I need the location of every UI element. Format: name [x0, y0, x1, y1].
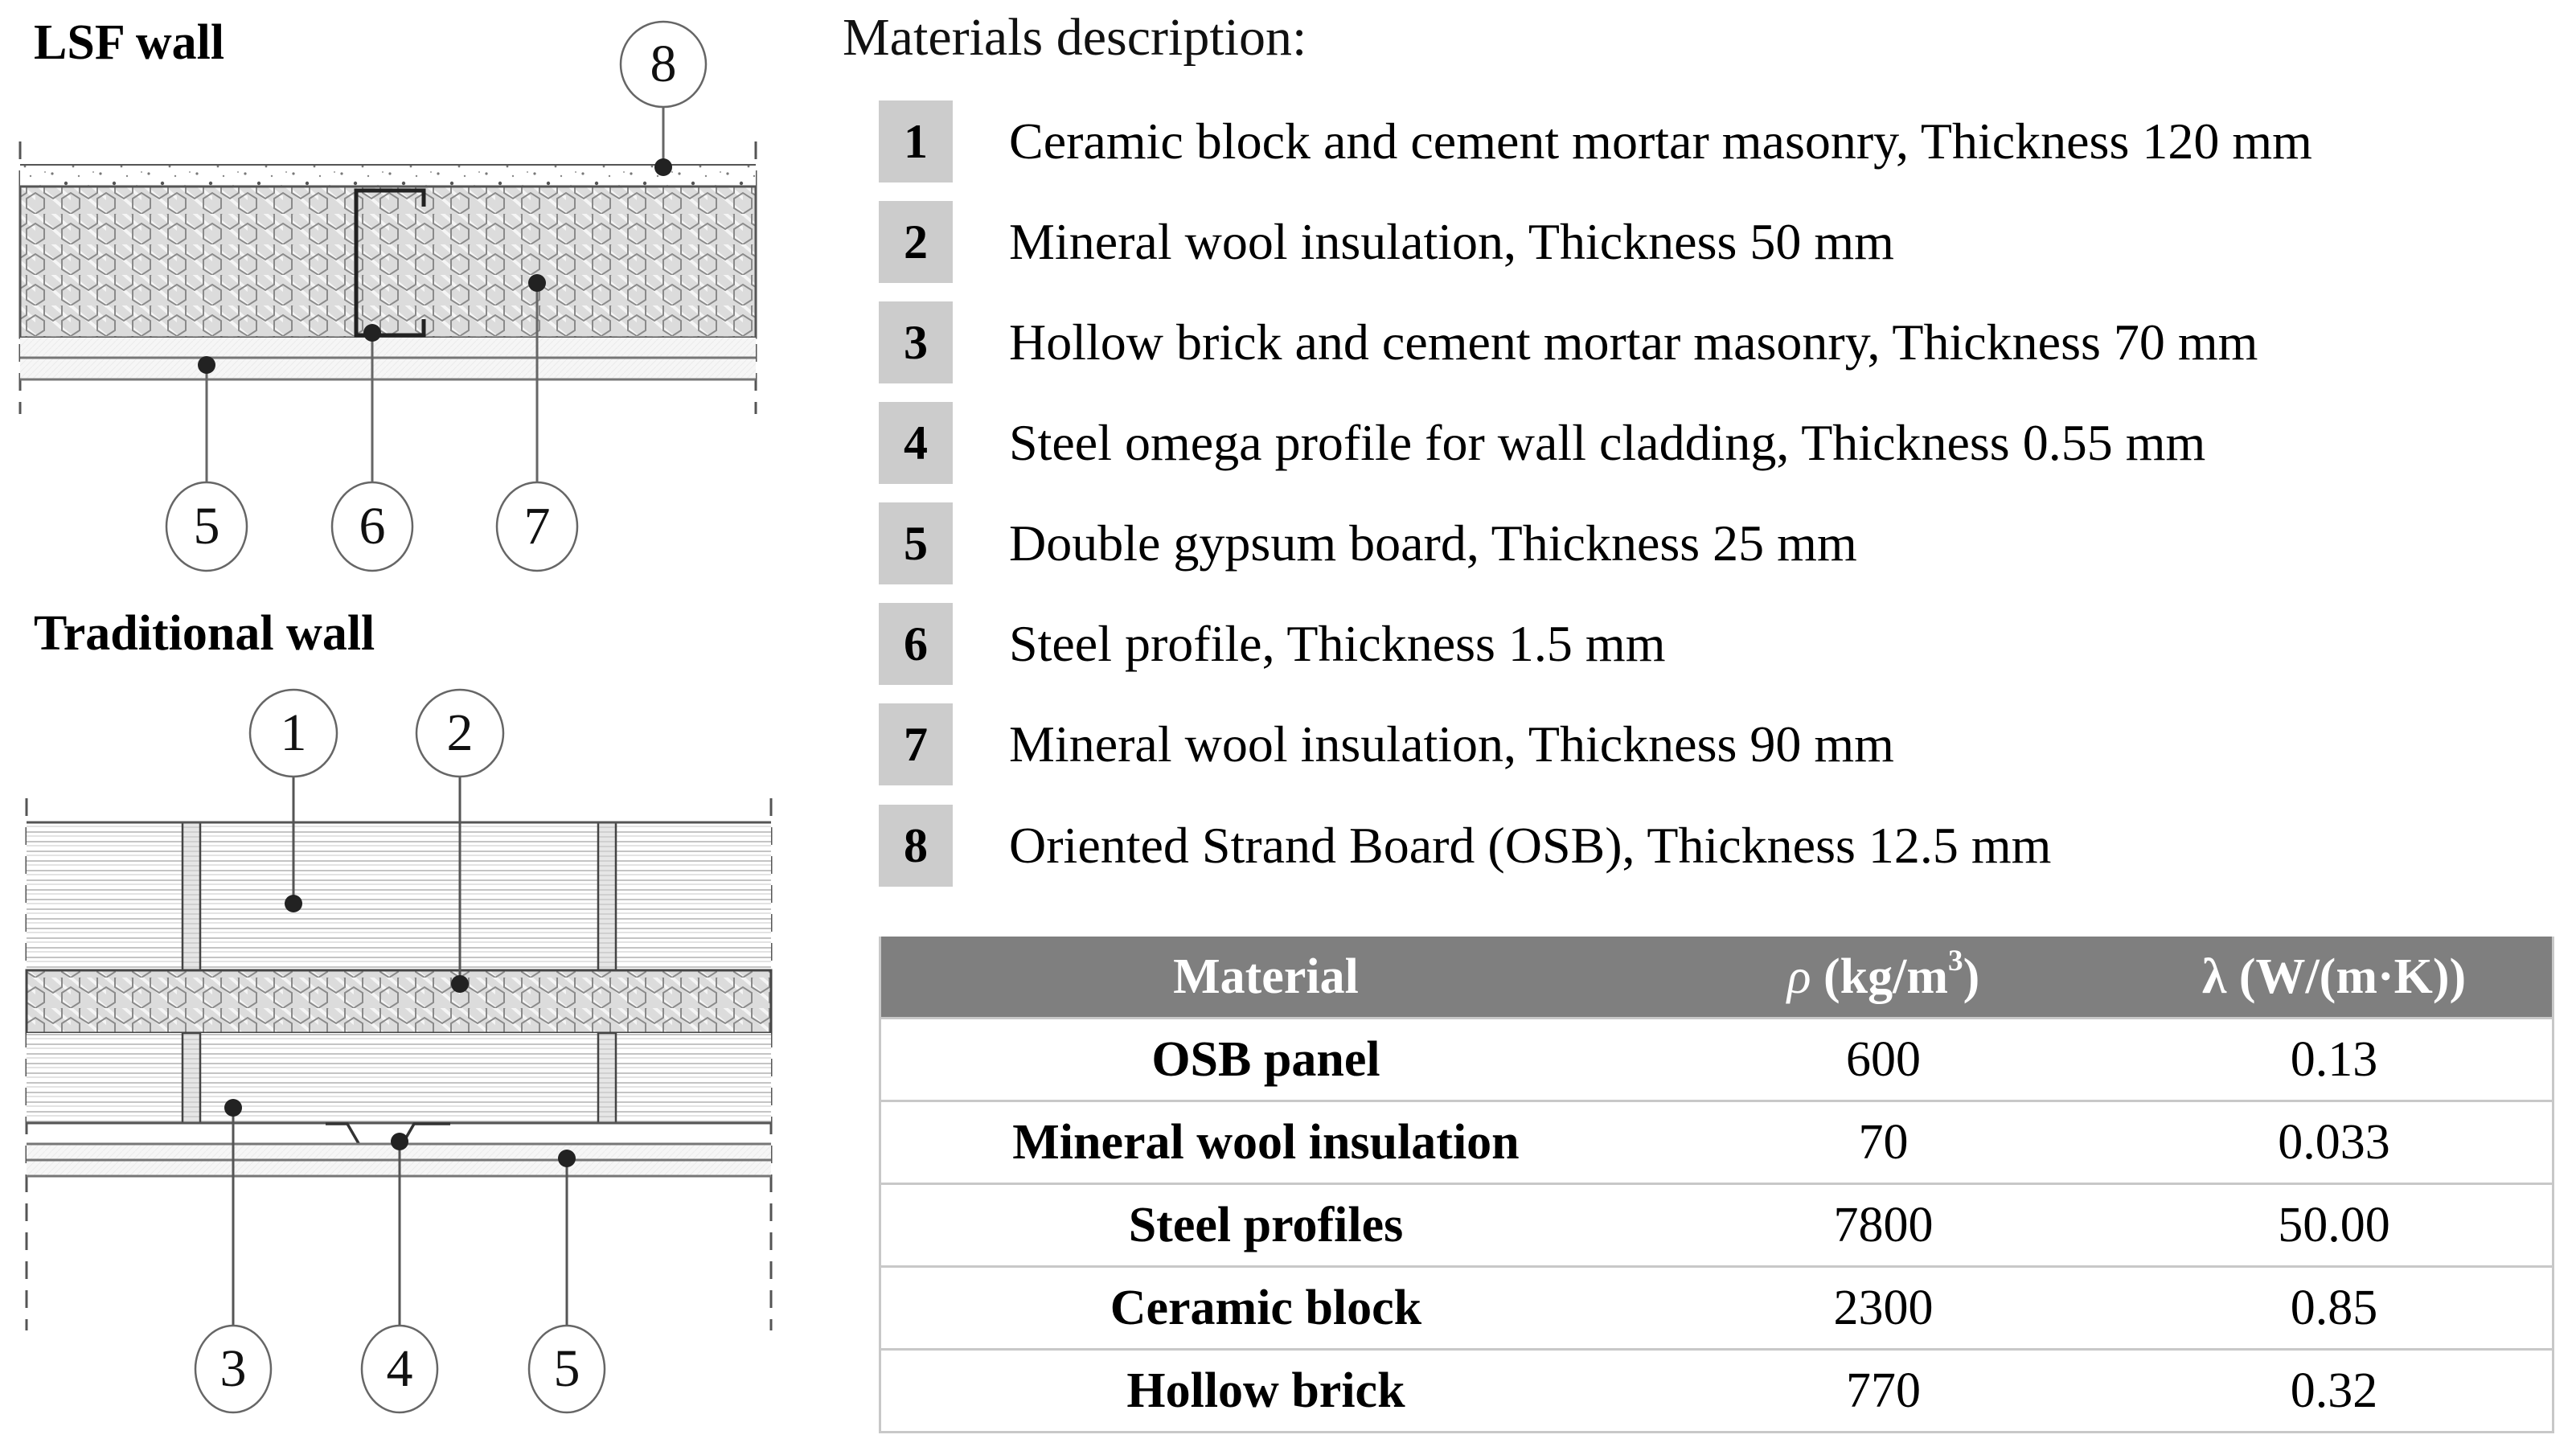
- legend-item: [879, 402, 2487, 484]
- cell-density: 2300: [1651, 1267, 2116, 1350]
- legend-item: [879, 100, 2487, 182]
- cell-material: Steel profiles: [880, 1184, 1651, 1267]
- osb-layer: [20, 165, 756, 187]
- legend-number-badge: 5: [879, 502, 953, 584]
- table-row: [880, 1101, 2553, 1184]
- cell-density: 600: [1651, 1019, 2116, 1101]
- table-row: [880, 1267, 2553, 1350]
- legend-description: Hollow brick and cement mortar masonry, Thickness 70 mm: [1009, 314, 2258, 371]
- traditional-wall-diagram: [0, 675, 804, 1447]
- cell-conductivity: 0.32: [2116, 1350, 2553, 1433]
- mineral-wool-layer: [20, 187, 756, 338]
- traditional-callout-4: 4: [386, 1339, 413, 1398]
- mortar-joint: [598, 822, 616, 970]
- lsf-wall-title: LSF wall: [34, 15, 225, 70]
- ceramic-block-layer: [27, 822, 771, 970]
- mortar-joint: [183, 1033, 200, 1123]
- table-row: [880, 1350, 2553, 1433]
- legend-description: Steel profile, Thickness 1.5 mm: [1009, 615, 1666, 672]
- rho-symbol: ρ: [1786, 949, 1811, 1004]
- traditional-callout-2: 2: [446, 703, 474, 762]
- cell-material: OSB panel: [880, 1019, 1651, 1101]
- table-row: [880, 1184, 2553, 1267]
- steel-omega-profile: [326, 1124, 450, 1145]
- legend-item: [879, 603, 2487, 685]
- legend-item: [879, 502, 2487, 584]
- legend-number-badge: 7: [879, 703, 953, 785]
- table-row: [880, 1019, 2553, 1101]
- legend-title: Materials description:: [843, 8, 1307, 67]
- traditional-wall-title: Traditional wall: [34, 606, 375, 661]
- cell-material: Mineral wool insulation: [880, 1101, 1651, 1184]
- traditional-callout-3: 3: [219, 1339, 247, 1398]
- mortar-joint: [598, 1033, 616, 1123]
- cell-conductivity: 0.13: [2116, 1019, 2553, 1101]
- legend-description: Mineral wool insulation, Thickness 50 mm: [1009, 213, 1894, 270]
- legend-item: [879, 703, 2487, 785]
- header-conductivity: λ (W/(m·K)): [2116, 937, 2553, 1019]
- traditional-callout-5: 5: [553, 1339, 580, 1398]
- gypsum-board-2: [20, 358, 756, 379]
- gypsum-board-1: [20, 338, 756, 358]
- lsf-callout-8: 8: [650, 35, 677, 93]
- legend-number-badge: 4: [879, 402, 953, 484]
- legend-number-badge: 6: [879, 603, 953, 685]
- cell-conductivity: 50.00: [2116, 1184, 2553, 1267]
- lsf-callout-5: 5: [193, 497, 220, 555]
- lsf-callout-6: 6: [359, 497, 386, 555]
- header-material: Material: [880, 937, 1651, 1019]
- legend-item: [879, 805, 2487, 887]
- legend-description: Mineral wool insulation, Thickness 90 mm: [1009, 715, 1894, 773]
- mortar-joint: [183, 822, 200, 970]
- material-properties-table: [879, 937, 2554, 1433]
- legend-description: Double gypsum board, Thickness 25 mm: [1009, 514, 1857, 572]
- lsf-callout-7: 7: [523, 497, 551, 555]
- traditional-callout-1: 1: [280, 703, 307, 762]
- legend-item: [879, 301, 2487, 383]
- legend-number-badge: 8: [879, 805, 953, 887]
- cell-conductivity: 0.033: [2116, 1101, 2553, 1184]
- cell-density: 770: [1651, 1350, 2116, 1433]
- cell-material: Ceramic block: [880, 1267, 1651, 1350]
- legend-description: Ceramic block and cement mortar masonry, Thickness 120 mm: [1009, 113, 2312, 170]
- cell-density: 70: [1651, 1101, 2116, 1184]
- cell-density: 7800: [1651, 1184, 2116, 1267]
- cell-material: Hollow brick: [880, 1350, 1651, 1433]
- hollow-brick-layer: [27, 1033, 771, 1123]
- mineral-wool-layer: [27, 970, 771, 1033]
- cell-conductivity: 0.85: [2116, 1267, 2553, 1350]
- table-header-row: [880, 937, 2553, 1019]
- legend-number-badge: 2: [879, 201, 953, 283]
- legend-description: Steel omega profile for wall cladding, Thickness 0.55 mm: [1009, 414, 2206, 471]
- legend-description: Oriented Strand Board (OSB), Thickness 12.5 mm: [1009, 817, 2052, 874]
- legend-item: [879, 201, 2487, 283]
- header-density: ρ $(kg/m^3)$: [1651, 937, 2116, 1019]
- legend-number-badge: 3: [879, 301, 953, 383]
- legend-number-badge: 1: [879, 100, 953, 182]
